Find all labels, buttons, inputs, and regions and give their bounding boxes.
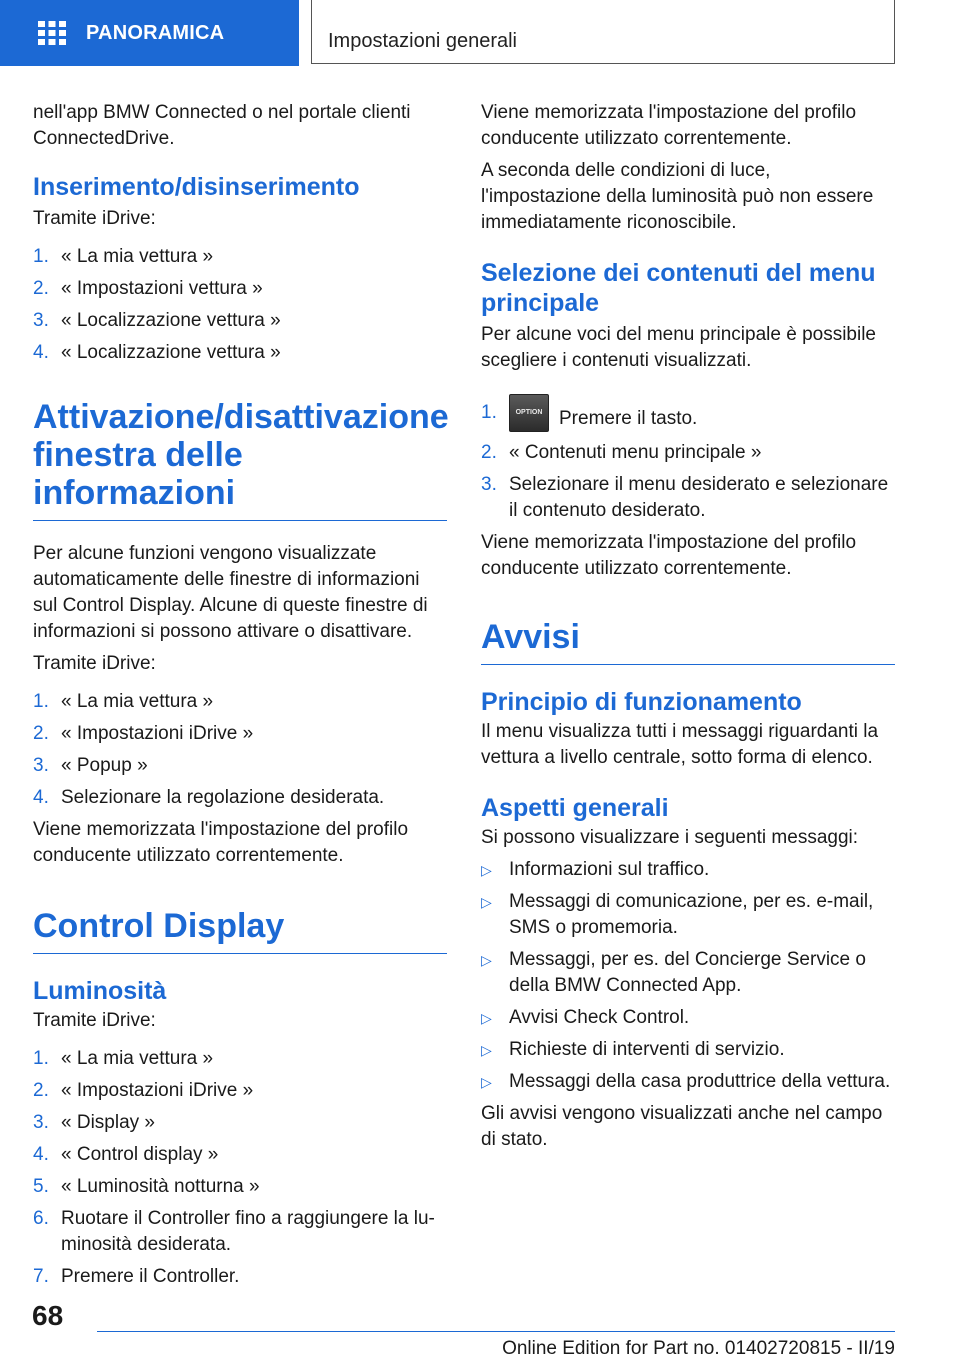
intro-text: nell'app BMW Connected o nel portale clienti ConnectedDrive. xyxy=(33,102,411,149)
step: 1. « La mia vettura » xyxy=(33,246,214,267)
profile-note: Viene memorizzata l'impostazione del profilo conducente utilizzato correntemente. xyxy=(33,819,409,866)
option-button-icon: OPTION xyxy=(509,394,549,432)
nav-label: PANORAMICA xyxy=(86,21,225,44)
triangle-bullet-icon: ▷ xyxy=(481,952,492,968)
via-idrive-1: Tramite iDrive: xyxy=(33,208,156,229)
list-item: ▷ Richieste di interventi di servizio. xyxy=(481,1037,895,1063)
heading-aspetti: Aspetti generali xyxy=(481,794,669,822)
step: 4. Selezionare la regolazione desiderata. xyxy=(33,787,385,808)
step: 1. « La mia vettura » xyxy=(33,691,214,712)
principio-text: Il menu visualizza tutti i messaggi riguardanti la vettura a livello centrale, sotto forma di elenco. xyxy=(481,721,879,768)
page-number: 68 xyxy=(32,1300,64,1331)
step: 4. « Control display » xyxy=(33,1144,219,1165)
triangle-bullet-icon: ▷ xyxy=(481,894,492,910)
aspetti-text: Si possono visualizzare i seguenti messaggi: xyxy=(481,827,859,848)
triangle-bullet-icon: ▷ xyxy=(481,1010,492,1026)
heading-luminosita: Luminosità xyxy=(33,977,167,1005)
page-header xyxy=(0,0,960,66)
left-column xyxy=(33,100,447,1290)
step: 3. Selezionare il menu desiderato e selezionare il contenuto desiderato. xyxy=(481,474,889,521)
avvisi-note: Gli avvisi vengono visualizzati anche nel campo di stato. xyxy=(481,1103,883,1150)
step: 2. « Impostazioni vettura » xyxy=(33,278,263,299)
grid-icon xyxy=(38,21,66,45)
list-item: ▷ Informazioni sul traffico. xyxy=(481,857,895,883)
heading-avvisi: Avvisi xyxy=(481,618,895,665)
heading-inserimento: Inserimento/disinserimento xyxy=(33,173,360,201)
triangle-bullet-icon: ▷ xyxy=(481,862,492,878)
step: 6. Ruotare il Controller fino a raggiungere la luminosità desiderata. xyxy=(33,1208,435,1255)
step: 5. « Luminosità notturna » xyxy=(33,1176,260,1197)
heading-principio: Principio di funzionamento xyxy=(481,688,802,716)
heading-selezione-menu: Selezione dei contenuti del menu principale xyxy=(481,259,876,317)
overview-nav-tab[interactable] xyxy=(0,0,299,66)
section-title: Impostazioni generali xyxy=(311,0,895,64)
footer-divider xyxy=(97,1331,895,1332)
brightness-note: A seconda delle condizioni di luce, l'impostazione della luminosità può non essere immediatamente riconoscibile. xyxy=(481,160,874,233)
edition-text: Online Edition for Part no. 01402720815 - II/19 xyxy=(502,1338,895,1359)
profile-note-2: Viene memorizzata l'impostazione del profilo conducente utilizzato correntemente. xyxy=(481,102,857,149)
step: 4. « Localizzazione vettura » xyxy=(33,342,281,363)
info-window-text: Per alcune funzioni vengono visualizzate automaticamente delle finestre di informazioni sul Control Display. Alcune di queste finestre di informazioni si possono attivare o disattivare. xyxy=(33,543,428,642)
heading-control-display: Control Display xyxy=(33,907,447,954)
step: 2. « Contenuti menu principale » xyxy=(481,442,762,463)
step: 1. « La mia vettura » xyxy=(33,1048,214,1069)
triangle-bullet-icon: ▷ xyxy=(481,1074,492,1090)
via-idrive-3: Tramite iDrive: xyxy=(33,1010,156,1031)
step: 3. « Localizzazione vettura » xyxy=(33,310,281,331)
profile-note-3: Viene memorizzata l'impostazione del profilo conducente utilizzato correntemente. xyxy=(481,532,857,579)
list-item: ▷ Messaggi, per es. del Concierge Service o della BMW Connected App. xyxy=(481,947,895,999)
menu-text: Per alcune voci del menu principale è possibile scegliere i contenuti visualizzati. xyxy=(481,324,877,371)
step: 1. OPTION Premere il tasto. xyxy=(481,400,895,438)
heading-attivazione: Attivazione/disattivazione finestra delle informazioni xyxy=(33,398,447,521)
step: 3. « Popup » xyxy=(33,755,148,776)
list-item: ▷ Avvisi Check Control. xyxy=(481,1005,895,1031)
step: 2. « Impostazioni iDrive » xyxy=(33,723,254,744)
list-item: ▷ Messaggi della casa produttrice della vettura. xyxy=(481,1069,895,1095)
step: 2. « Impostazioni iDrive » xyxy=(33,1080,254,1101)
list-item: ▷ Messaggi di comunicazione, per es. e-mail, SMS o promemoria. xyxy=(481,889,895,941)
right-column xyxy=(481,100,895,1153)
triangle-bullet-icon: ▷ xyxy=(481,1042,492,1058)
step: 7. Premere il Controller. xyxy=(33,1266,240,1287)
via-idrive-2: Tramite iDrive: xyxy=(33,653,156,674)
step: 3. « Display » xyxy=(33,1112,155,1133)
